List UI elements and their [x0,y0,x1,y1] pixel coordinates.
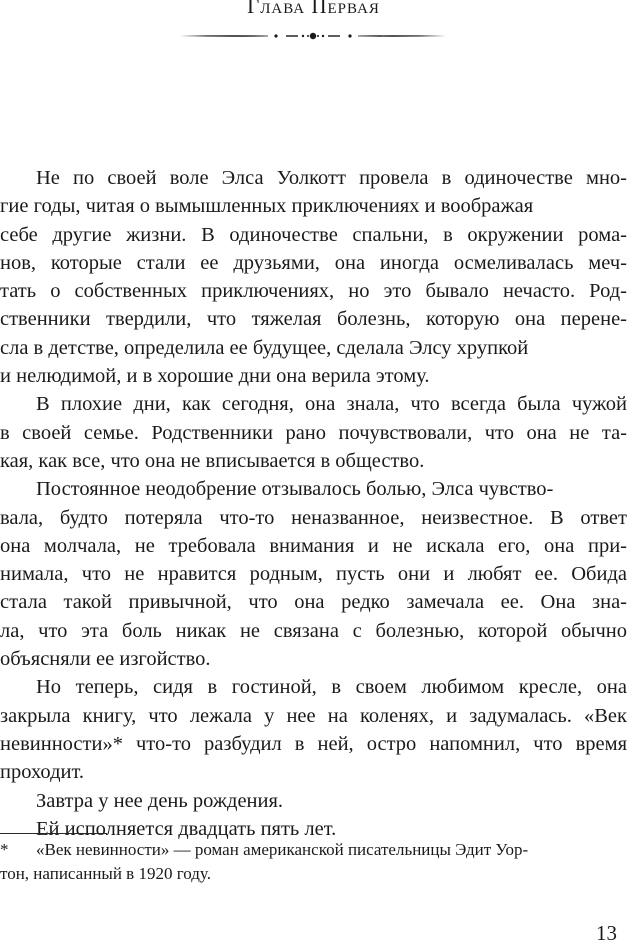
footnote-divider [0,833,107,834]
text-line: и нелюдимой, и в хорошие дни она верила этому. [0,365,430,388]
text-line: В плохие дни, как сегодня, она знала, что всегда была чужой [36,393,627,416]
text-line: объясняли ее изгойство. [0,648,211,671]
chapter-title: Глава Первая [247,0,380,18]
ornament-divider [180,27,446,45]
page-number: 13 [596,921,617,945]
footnote-marker: * [0,840,9,859]
text-line: сла в детстве, определила ее будущее, сделала Элсу хрупкой [0,336,529,359]
footnote-text: «Век невинности» — роман американской писательницы Эдит Уор- [36,840,529,859]
text-line: тать о собственных приключениях, но это бывало нечасто. Род- [0,280,627,303]
text-line: невинности»* что-то разбудил в ней, остро напомнил, что время [0,732,627,755]
text-line: Завтра у нее день рождения. [36,789,284,812]
text-line: кая, как все, что она не вписывается в общество. [0,449,425,472]
footnote-line: тон, написанный в 1920 году. [0,864,211,883]
chapter-header [0,0,627,17]
chapter-body [0,164,627,843]
text-line: стала такой привычной, что она редко замечала ее. Она зна- [0,591,627,614]
text-line: в своей семье. Родственники рано почувствовали, что она не та- [0,421,627,444]
text-line: ственники твердили, что тяжелая болезнь, которую она перене- [0,308,627,331]
text-line: Ей исполняется двадцать пять лет. [36,817,337,840]
text-line: гие годы, читая о вымышленных приключениях и воображая [0,195,534,218]
text-line: она молчала, не требовала внимания и не искала его, она при- [0,534,627,557]
text-line: проходит. [0,761,85,784]
text-line: себе другие жизни. В одиночестве спальни, в окружении рома- [0,223,627,246]
text-line: Постоянное неодобрение отзывалось болью, Элса чувство- [36,478,554,501]
text-line: Не по своей воле Элса Уолкотт провела в одиночестве мно- [36,167,627,189]
text-line: закрыла книгу, что лежала у нее на коленях, и задумалась. «Век [0,704,627,727]
text-line: нов, которые стали ее друзьями, она иногда осмеливалась меч- [0,251,627,274]
footnote [0,838,627,886]
text-line: Но теперь, сидя в гостиной, в своем любимом кресле, она [36,676,627,699]
footnote-line [0,838,627,862]
text-line: нимала, что не нравится родным, пусть они и любят ее. Обида [0,563,627,586]
text-line: ла, что эта боль никак не связана с болезнью, которой обычно [0,619,627,642]
text-line: вала, будто потеряла что-то неназванное, неизвестное. В ответ [0,506,627,529]
